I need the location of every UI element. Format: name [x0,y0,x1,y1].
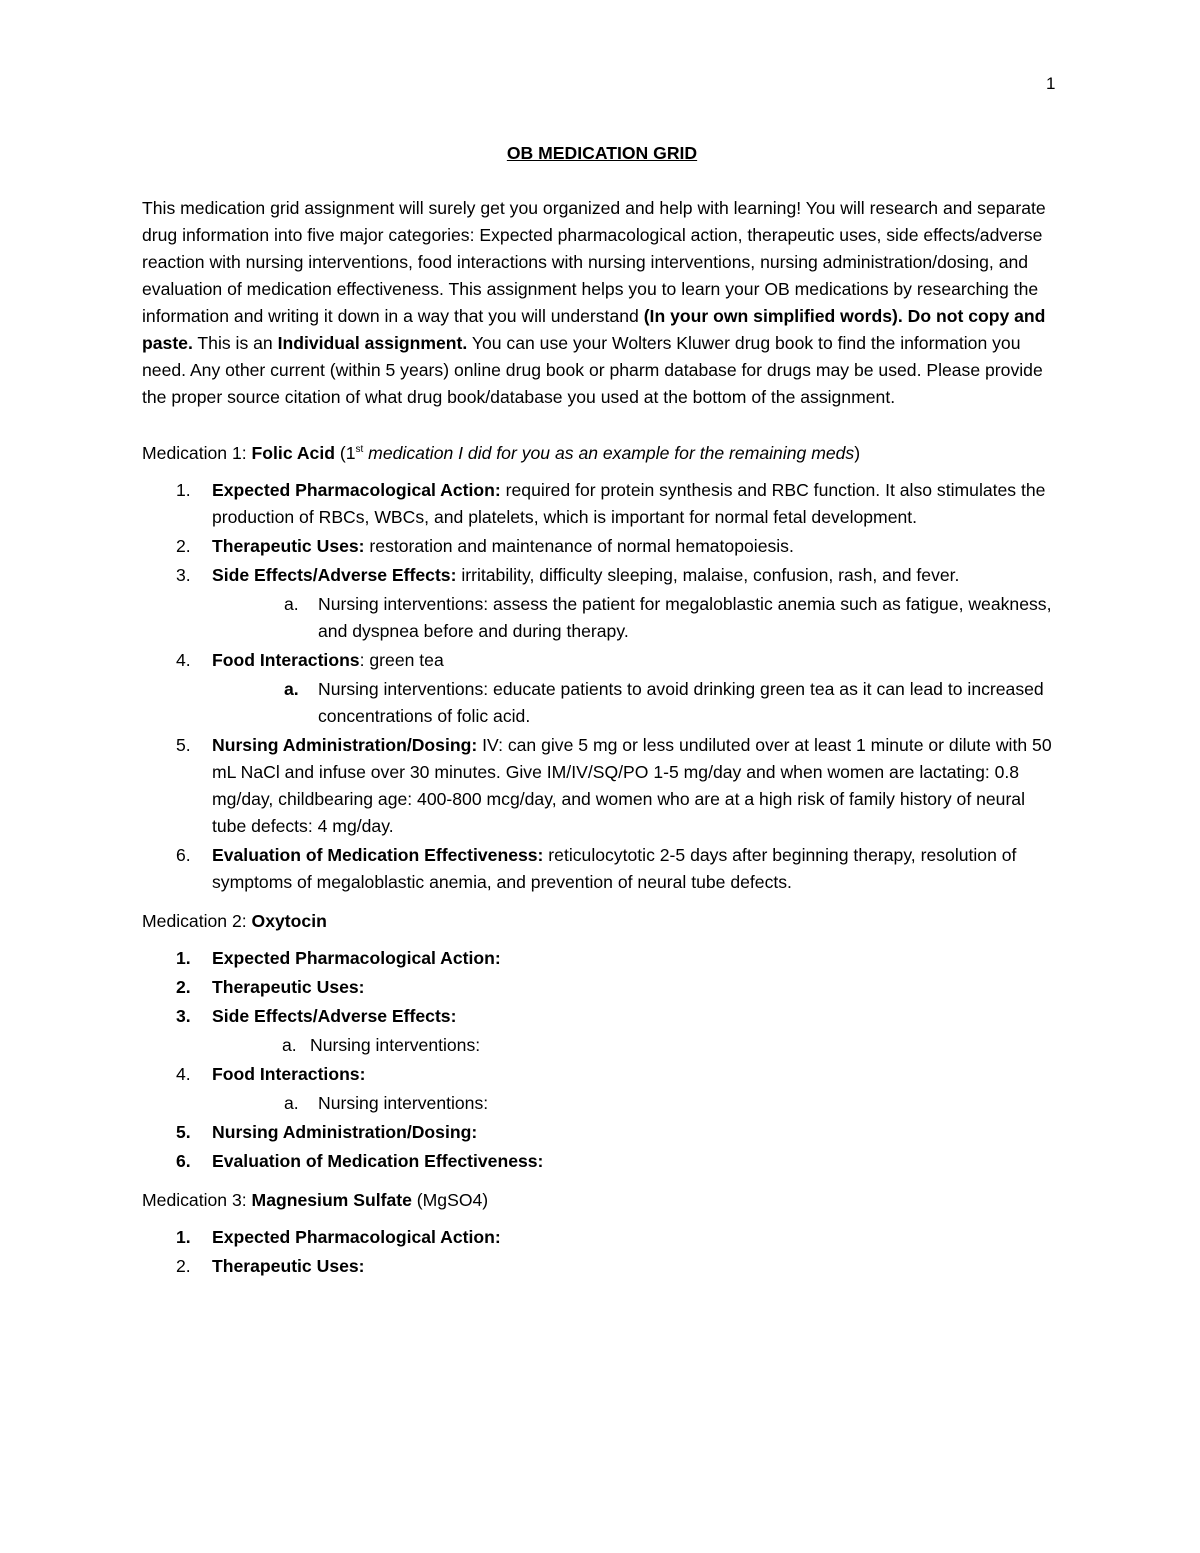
medication-3-heading [142,1187,1062,1214]
list-item [142,647,1062,674]
medication-1-heading [142,440,1062,467]
list-item [142,533,1062,560]
item-label: Expected Pharmacological Action: [212,1227,501,1247]
sub-item-text: Nursing interventions: educate patients to avoid drinking green tea as it can lead to increased concentrations of folic acid. [318,679,1044,726]
item-label: Expected Pharmacological Action: [212,480,501,500]
page-number: 1 [1046,74,1056,93]
medication-2-heading [142,908,1062,935]
list-item [142,842,1062,896]
medication-3-suffix: (MgSO4) [411,1190,489,1210]
medication-1-prefix: Medication 1: [142,443,252,463]
item-label: Nursing Administration/Dosing: [212,1122,478,1142]
item-number: 3. [176,565,191,585]
item-text: irritability, difficulty sleeping, malaise, confusion, rash, and fever. [456,565,960,585]
list-item [142,945,1062,972]
intro-text-2: This is an [192,333,278,353]
item-number: 6. [176,1151,191,1171]
intro-paragraph [142,195,1062,411]
sub-item-letter: a. [282,1035,297,1055]
document-title: OB MEDICATION GRID [506,143,698,163]
list-item [142,974,1062,1001]
intro-text-3: You can use your Wolters Kluwer drug book to find the information you need. Any other current (within 5 years) online drug book or pharm database for drugs may be used. Please provide the proper source citation of what drug book/database you used at the bottom of the assignment. [142,333,1043,407]
item-text: restoration and maintenance of normal hematopoiesis. [364,536,794,556]
item-label: Food Interactions: [212,1064,366,1084]
medication-1-note-open: (1 [334,443,356,463]
medication-3-prefix: Medication 3: [142,1190,252,1210]
item-label: Evaluation of Medication Effectiveness: [212,1151,544,1171]
item-number: 1. [176,480,191,500]
sub-list-item [142,591,1062,645]
item-text: required for protein synthesis and RBC function. It also stimulates the production of RBCs, WBCs, and platelets, which is important for normal fetal development. [212,480,1046,527]
list-item [142,562,1062,589]
sub-item-text: Nursing interventions: [310,1035,481,1055]
sub-item-text: Nursing interventions: assess the patient for megaloblastic anemia such as fatigue, weakness, and dyspnea before and during therapy. [318,594,1052,641]
item-number: 3. [176,1006,191,1026]
intro-emphasis-individual: Individual assignment. [277,333,468,353]
item-label: Food Interactions [212,650,360,670]
item-number: 2. [176,977,191,997]
sub-list-item [142,1090,1062,1117]
item-number: 2. [176,1256,191,1276]
sub-item-letter: a. [284,1093,299,1113]
item-label: Expected Pharmacological Action: [212,948,501,968]
medication-1-list [142,477,1062,896]
item-number: 6. [176,845,191,865]
medication-2-name: Oxytocin [251,911,327,931]
list-item [142,1003,1062,1030]
item-number: 5. [176,1122,191,1142]
sub-item-text: Nursing interventions: [318,1093,489,1113]
item-number: 5. [176,735,191,755]
item-label: Therapeutic Uses: [212,977,365,997]
item-label: Therapeutic Uses: [212,536,365,556]
list-item [142,732,1062,840]
document-body [142,140,1062,1292]
medication-3-name: Magnesium Sulfate [251,1190,412,1210]
item-label: Side Effects/Adverse Effects: [212,565,457,585]
medication-1-note-sup: st [355,444,364,456]
list-item [142,477,1062,531]
item-text: reticulocytotic 2-5 days after beginning therapy, resolution of symptoms of megaloblastic anemia, and prevention of neural tube defects. [212,845,1017,892]
list-item [142,1253,1062,1280]
intro-text-1: This medication grid assignment will surely get you organized and help with learning! You will research and separate drug information into five major categories: Expected pharmacological action, therapeutic uses, side effects/adverse reaction with nursing interventions, food interactions with nursing interventions, nursing administration/dosing, and evaluation of medication effectiveness. This assignment helps you to learn your OB medications by researching the information and writing it down in a way that you will understand [142,198,1046,326]
item-label: Evaluation of Medication Effectiveness: [212,845,544,865]
sub-item-letter: a. [284,679,299,699]
item-number: 1. [176,948,191,968]
item-number: 4. [176,1064,191,1084]
intro-emphasis-simplified: (In your own simplified words). Do not copy and paste. [142,306,1046,353]
sub-item-letter: a. [284,594,299,614]
item-text: IV: can give 5 mg or less undiluted over at least 1 minute or dilute with 50 mL NaCl and infuse over 30 minutes. Give IM/IV/SQ/PO 1-5 mg/day and when women are lactating: 0.8 mg/day, childbearing age: 400-800 mcg/day, and women who are at a high risk of family history of neural tube defects: 4 mg/day. [212,735,1052,836]
medication-2-prefix: Medication 2: [142,911,252,931]
list-item [142,1061,1062,1088]
item-number: 2. [176,536,191,556]
list-item [142,1119,1062,1146]
medication-1-name: Folic Acid [251,443,335,463]
item-text: : green tea [359,650,444,670]
item-number: 4. [176,650,191,670]
medication-1-note-text: medication I did for you as an example for the remaining meds [363,443,855,463]
medication-1-note-close: ) [854,443,861,463]
item-label: Therapeutic Uses: [212,1256,365,1276]
item-label: Nursing Administration/Dosing: [212,735,478,755]
list-item [142,1148,1062,1175]
medication-2-list [142,945,1062,1175]
list-item [142,1224,1062,1251]
item-label: Side Effects/Adverse Effects: [212,1006,457,1026]
item-number: 1. [176,1227,191,1247]
medication-3-list [142,1224,1062,1280]
sub-list-item [142,676,1062,730]
sub-list-item [142,1032,1062,1059]
